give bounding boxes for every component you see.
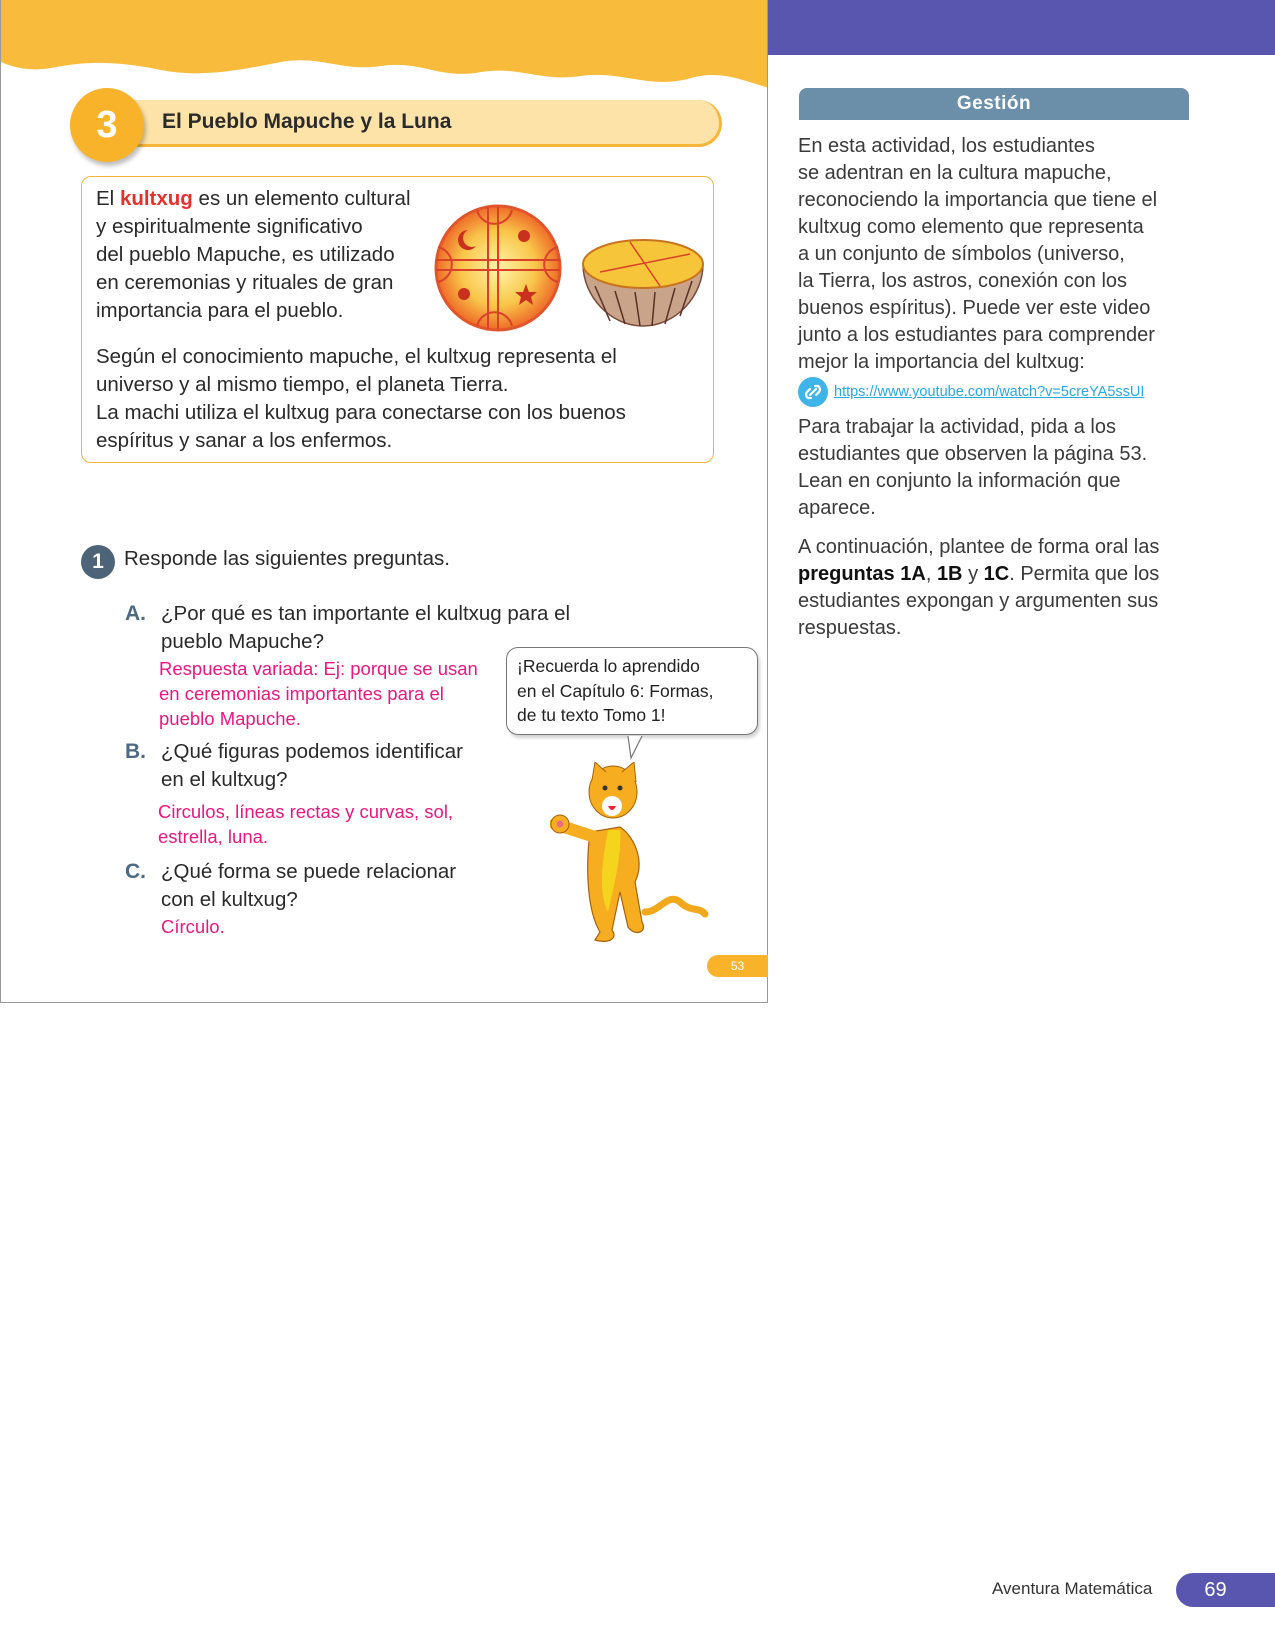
kultxug-highlight: kultxug (119, 187, 193, 210)
activity-title: El Pueblo Mapuche y la Luna (126, 100, 722, 147)
guide-paragraph-2 (798, 414, 1218, 522)
question-label: A. (125, 602, 146, 625)
bold-ref: 1C (983, 563, 1010, 585)
answer-line: Respuesta variada: Ej: porque se usan (159, 658, 478, 679)
question-text: ¿Qué forma se puede relacionar (161, 860, 457, 883)
kultxug-drum-side-image (580, 236, 706, 328)
guide-line: respuestas. (798, 617, 902, 639)
bold-ref: 1B (936, 563, 963, 585)
guide-line: En esta actividad, los estudiantes (798, 135, 1095, 157)
top-wave-banner (1, 0, 768, 90)
separator: y (962, 563, 984, 585)
gestion-header: Gestión (799, 88, 1189, 120)
guide-line: se adentran en la cultura mapuche, (798, 162, 1112, 184)
intro-line: y espiritualmente significativo (96, 215, 363, 238)
intro-line: es un elemento cultural (192, 187, 411, 210)
guide-line: estudiantes que observen la página 53. (798, 443, 1148, 465)
book-title-footer: Aventura Matemática (992, 1579, 1153, 1598)
answer-line: Círculo. (161, 916, 225, 937)
guide-line: buenos espíritus). Puede ver este video (798, 297, 1151, 319)
guide-line: junto a los estudiantes para comprender (798, 324, 1155, 346)
text-line: universo y al mismo tiempo, el planeta Tierra. (96, 373, 509, 396)
top-purple-bar (768, 0, 1275, 55)
guide-line: kultxug como elemento que representa (798, 216, 1144, 238)
exercise-number-badge: 1 (81, 545, 115, 579)
answer-line: estrella, luna. (158, 826, 269, 847)
link-icon (798, 377, 828, 407)
video-link-row (798, 377, 1144, 407)
intro-prefix: El (96, 187, 120, 210)
guide-line: aparece. (798, 497, 876, 519)
cat-mascot-illustration (550, 762, 710, 947)
guide-line: A continuación, plantee de forma oral las (798, 536, 1160, 558)
bubble-line: ¡Recuerda lo aprendido (517, 656, 700, 676)
kultxug-description (96, 343, 626, 455)
kultxug-drum-top-image (432, 202, 564, 334)
youtube-video-link[interactable]: https://www.youtube.com/watch?v=5creYA5ssUI (834, 384, 1145, 400)
text-line: La machi utiliza el kultxug para conectarse con los buenos (96, 401, 626, 424)
exercise-instruction: Responde las siguientes preguntas. (124, 547, 450, 570)
speech-bubble (506, 647, 758, 735)
separator: , (925, 563, 937, 585)
intro-line: del pueblo Mapuche, es utilizado (96, 243, 395, 266)
guide-line: Para trabajar la actividad, pida a los (798, 416, 1116, 438)
guide-paragraph-3 (798, 534, 1218, 642)
answer-line: pueblo Mapuche. (159, 708, 301, 729)
guide-line: estudiantes expongan y argumenten sus (798, 590, 1159, 612)
bold-ref: preguntas 1A (798, 563, 926, 585)
question-text: con el kultxug? (161, 888, 298, 911)
bubble-line: de tu texto Tomo 1! (517, 705, 666, 725)
guide-line: . Permita que los (1009, 563, 1160, 585)
guide-paragraph-1 (798, 133, 1218, 376)
guide-line: la Tierra, los astros, conexión con los (798, 270, 1128, 292)
student-page-number: 53 (707, 955, 768, 977)
bubble-line: en el Capítulo 6: Formas, (517, 680, 714, 701)
speech-bubble-tail (620, 736, 650, 760)
answer-line: Circulos, líneas rectas y curvas, sol, (158, 801, 454, 822)
question-text: ¿Por qué es tan importante el kultxug para el (161, 602, 571, 625)
question-text: ¿Qué figuras podemos identificar (161, 740, 463, 763)
guide-page-number: 69 (1176, 1573, 1275, 1607)
guide-line: reconociendo la importancia que tiene el (798, 189, 1158, 211)
answer-text (161, 914, 456, 939)
question-label: B. (125, 740, 146, 763)
question-text: en el kultxug? (161, 768, 288, 791)
intro-line: importancia para el pueblo. (96, 299, 344, 322)
guide-line: Lean en conjunto la información que (798, 470, 1121, 492)
question-text: pueblo Mapuche? (161, 630, 324, 653)
text-line: espíritus y sanar a los enfermos. (96, 429, 393, 452)
question-c (125, 858, 456, 939)
question-label: C. (125, 860, 146, 883)
intro-line: en ceremonias y rituales de gran (96, 271, 394, 294)
answer-line: en ceremonias importantes para el (159, 683, 444, 704)
text-line: Según el conocimiento mapuche, el kultxug representa el (96, 345, 617, 368)
answer-text (158, 799, 463, 849)
question-b (125, 738, 463, 849)
guide-line: mejor la importancia del kultxug: (798, 351, 1085, 373)
question-a (125, 600, 570, 731)
guide-line: a un conjunto de símbolos (universo, (798, 243, 1125, 265)
activity-number-badge: 3 (70, 88, 144, 162)
intro-text (96, 185, 411, 325)
